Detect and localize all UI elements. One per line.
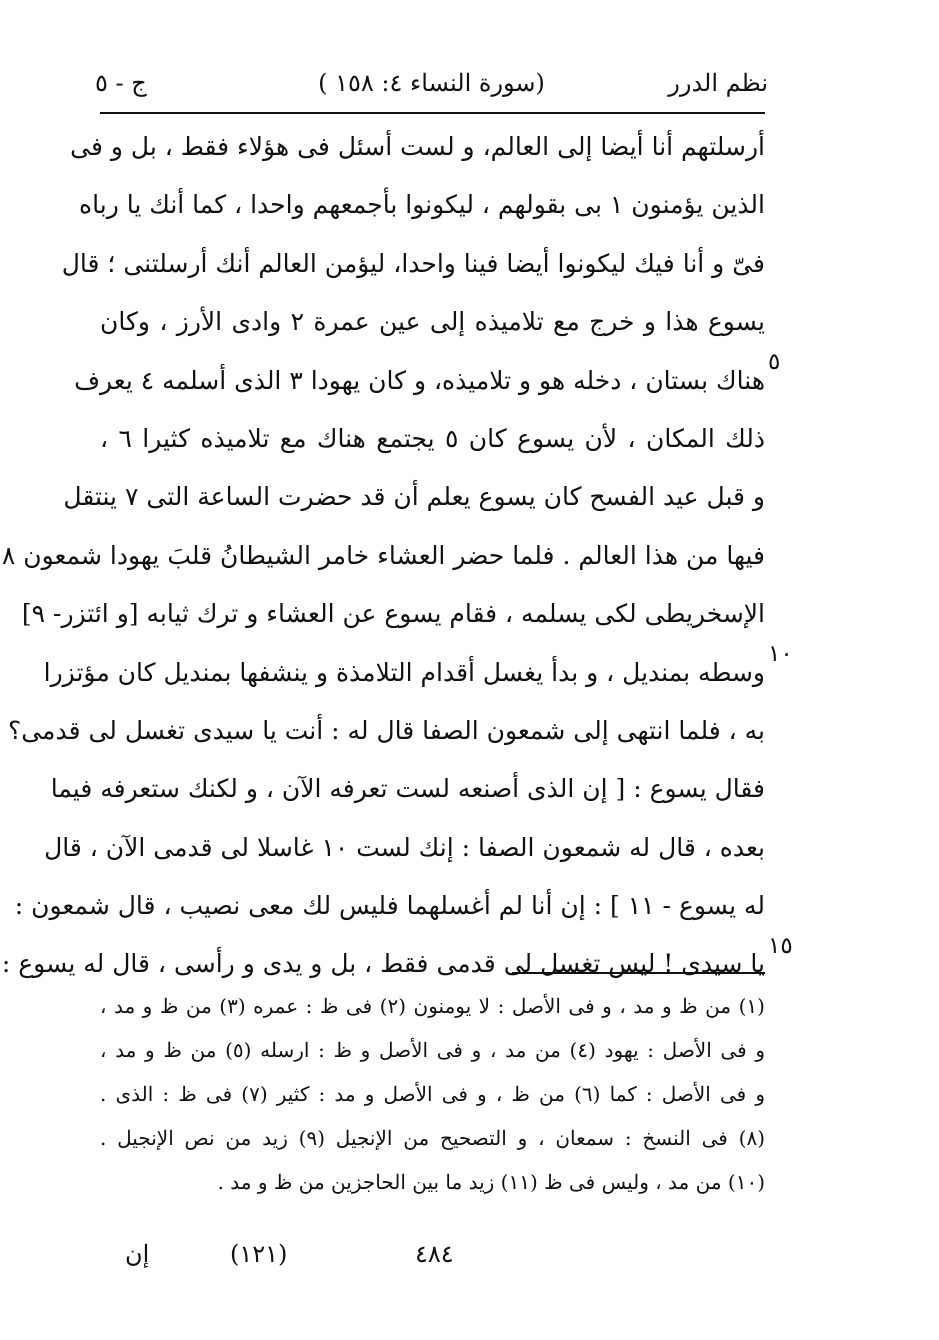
- text-line: فقال يسوع : [ إن الذى أصنعه لست تعرفه الآن ، و لكنك ستعرفه فيما: [50, 774, 765, 804]
- header-rule: [100, 112, 765, 114]
- footnotes: [100, 984, 765, 1204]
- text-line: به ، فلما انتهى إلى شمعون الصفا قال له : أنت يا سيدى تغسل لى قدمى؟: [7, 715, 765, 745]
- text-line: فيها من هذا العالم . فلما حضر العشاء خامر الشيطانُ قلبَ يهودا شمعون ٨: [1, 540, 765, 570]
- footnote-line: (١) من ظ و مد ، و فى الأصل : لا يومنون (٢) فى ظ : عمره (٣) من ظ و مد ،: [100, 994, 765, 1018]
- text-line: يا سيدى ! ليس تغسل لى قدمى فقط ، بل و يدى و رأسى ، قال له يسوع :: [1, 949, 765, 979]
- text-line: أرسلتهم أنا أيضا إلى العالم، و لست أسئل فى هؤلاء فقط ، بل و فى: [70, 132, 765, 161]
- line-number-10: ١٠: [768, 641, 793, 667]
- text-line: له يسوع - ١١ ] : إن أنا لم أغسلهما فليس لك معى نصيب ، قال شمعون :: [14, 891, 765, 921]
- footnote-line: (١٠) من مد ، وليس فى ظ (١١) زيد ما بين الحاجزين من ظ و مد .: [217, 1170, 765, 1194]
- page-footer: [110, 1232, 765, 1276]
- footnote-line: (٨) فى النسخ : سمعان ، و التصحيح من الإنجيل (٩) زيد من نص الإنجيل .: [100, 1126, 765, 1150]
- text-line: هناك بستان ، دخله هو و تلاميذه، و كان يهودا ٣ الذى أسلمه ٤ يعرف: [74, 365, 765, 395]
- book-title: نظم الدرر: [668, 69, 768, 97]
- sequence-number: (١٢١): [230, 1240, 288, 1268]
- line-number-5: ٥: [768, 349, 781, 375]
- footnote-line: و فى الأصل : يهود (٤) من مد ، و فى الأصل و ظ : ارسله (٥) من ظ و مد ،: [100, 1038, 765, 1062]
- text-line: يسوع هذا و خرج مع تلاميذه إلى عين عمرة ٢ وادى الأرز ، وكان: [100, 307, 765, 337]
- footnote-line: و فى الأصل : كما (٦) من ظ ، و فى الأصل و مد : كثير (٧) فى ظ : الذى .: [100, 1082, 766, 1106]
- line-number-15: ١٥: [768, 933, 793, 959]
- page-number: ٤٨٤: [415, 1240, 454, 1268]
- text-line: بعده ، قال له شمعون الصفا : إنك لست ١٠ غاسلا لى قدمى الآن ، قال: [44, 832, 765, 862]
- text-line: و قبل عيد الفسح كان يسوع يعلم أن قد حضرت الساعة التى ٧ ينتقل: [63, 482, 765, 512]
- volume-number: ج - ٥: [95, 69, 147, 97]
- text-line: الإسخريطى لكى يسلمه ، فقام يسوع عن العشاء و ترك ثيابه [و ائتزر- ٩]: [21, 599, 765, 629]
- running-header: [95, 58, 768, 108]
- footnote-rule: [512, 972, 765, 974]
- text-line: فىّ و أنا فيك ليكونوا أيضا فينا واحدا، ليؤمن العالم أنك أرسلتنى ؛ قال: [61, 248, 765, 278]
- catchword: إن: [125, 1240, 150, 1268]
- body-text: [1, 118, 765, 994]
- text-line: الذين يؤمنون ١ بى بقولهم ، ليكونوا بأجمعهم واحدا ، كما أنك يا رباه: [79, 190, 765, 220]
- text-line: ذلك المكان ، لأن يسوع كان ٥ يجتمع هناك مع تلاميذه كثيرا ٦ ،: [100, 423, 765, 453]
- surah-reference: (سورة النساء ٤: ١٥٨ ): [318, 69, 545, 97]
- text-line: وسطه بمنديل ، و بدأ يغسل أقدام التلامذة و ينشفها بمنديل كان مؤتزرا: [43, 657, 765, 687]
